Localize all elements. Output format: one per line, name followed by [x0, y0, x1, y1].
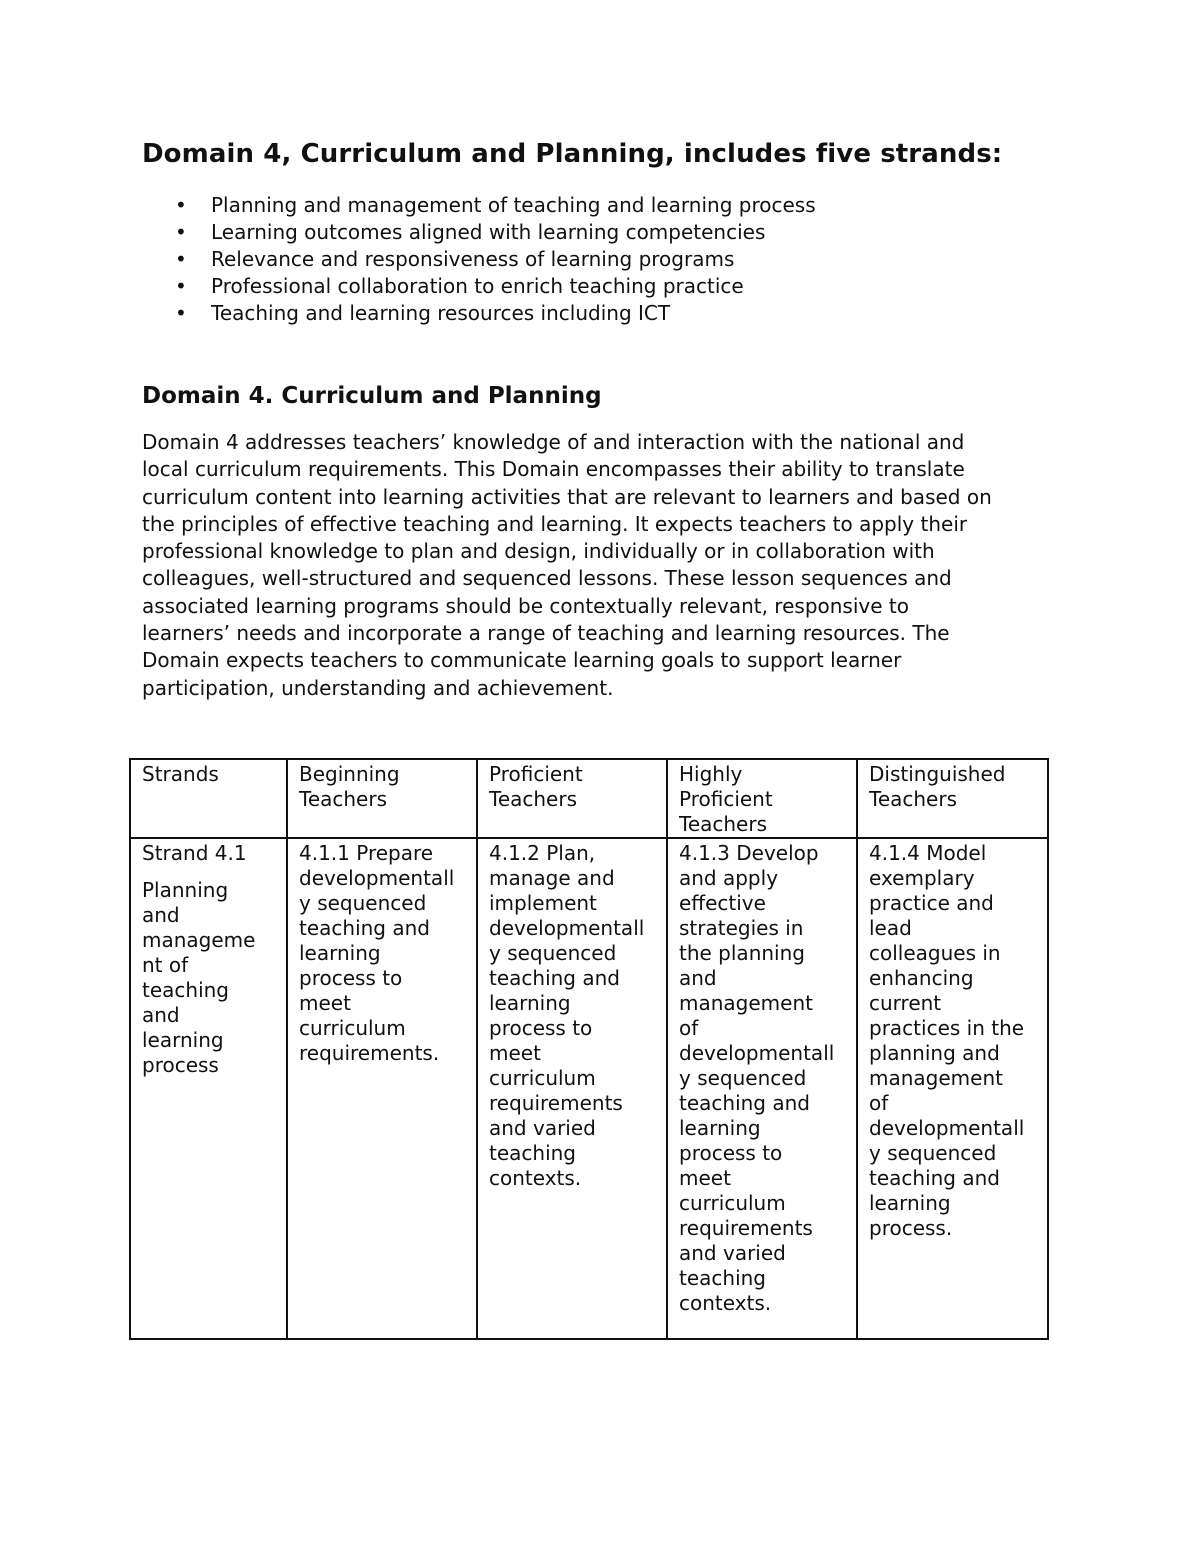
cell-text-line: lead — [869, 916, 912, 940]
cell-text-line: 4.1.2 Plan, — [489, 841, 596, 865]
description-line: the principles of effective teaching and learning. It expects teachers to apply their — [142, 511, 968, 536]
cell-text-line: process to — [299, 966, 403, 990]
cell-text-line: requirements — [679, 1216, 813, 1240]
cell-text-line: Highly — [679, 762, 743, 786]
strand-bullet-list — [142, 192, 816, 327]
domain-description — [142, 429, 1067, 702]
cell-text-line: effective — [679, 891, 766, 915]
cell-text-line: nt of — [142, 953, 189, 977]
cell-text-line: Teachers — [679, 812, 767, 836]
cell-text-line: meet — [679, 1166, 731, 1190]
description-line: colleagues, well-structured and sequenced lessons. These lesson sequences and — [142, 566, 952, 591]
cell-text-line: y sequenced — [299, 891, 427, 915]
table-header-row — [130, 759, 1048, 838]
list-item-text: Learning outcomes aligned with learning competencies — [211, 220, 766, 244]
highly-proficient-cell — [667, 838, 857, 1339]
cell-text-line: and — [679, 966, 717, 990]
cell-text-line: teaching — [679, 1266, 767, 1290]
main-heading: Domain 4, Curriculum and Planning, includes five strands: — [142, 139, 1003, 169]
list-item-text: Teaching and learning resources including ICT — [211, 301, 671, 325]
cell-text-line: teaching — [142, 978, 230, 1002]
bullet-icon: • — [175, 247, 187, 271]
header-cell-strands — [130, 759, 287, 838]
strand-id: Strand 4.1 — [142, 841, 247, 865]
cell-text-line: exemplary — [869, 866, 975, 890]
cell-text-line: requirements — [489, 1091, 623, 1115]
table-row — [130, 838, 1048, 1339]
cell-text-line: manageme — [142, 928, 256, 952]
list-item — [142, 300, 816, 327]
header-cell-proficient — [477, 759, 667, 838]
cell-text-line: process to — [489, 1016, 593, 1040]
description-line: local curriculum requirements. This Domain encompasses their ability to translate — [142, 457, 965, 482]
beginning-cell — [287, 838, 477, 1339]
cell-text-line: curriculum — [679, 1191, 786, 1215]
cell-text-line: and — [142, 1003, 180, 1027]
list-item-text: Relevance and responsiveness of learning programs — [211, 247, 735, 271]
cell-text-line: Proficient — [489, 762, 583, 786]
proficient-cell — [477, 838, 667, 1339]
list-item-text: Professional collaboration to enrich teaching practice — [211, 274, 744, 298]
cell-text-line: Teachers — [299, 787, 387, 811]
cell-text-line: learning — [679, 1116, 761, 1140]
cell-text-line: management — [679, 991, 813, 1015]
description-line: Domain 4 addresses teachers’ knowledge of and interaction with the national and — [142, 430, 965, 454]
cell-text-line: practices in the — [869, 1016, 1025, 1040]
description-line: Domain expects teachers to communicate learning goals to support learner — [142, 648, 902, 673]
list-item — [142, 219, 816, 246]
bullet-icon: • — [175, 301, 187, 325]
cell-text-line: contexts. — [489, 1166, 582, 1190]
cell-text-line: Teachers — [869, 787, 957, 811]
cell-text-line: and varied — [679, 1241, 786, 1265]
cell-text-line: meet — [299, 991, 351, 1015]
cell-text-line: learning — [142, 1028, 224, 1052]
cell-text-line: teaching and — [489, 966, 620, 990]
cell-text-line: enhancing — [869, 966, 974, 990]
description-line: learners’ needs and incorporate a range of teaching and learning resources. The — [142, 621, 950, 646]
cell-text-line: Planning — [142, 878, 229, 902]
cell-text-line: Strands — [142, 762, 219, 786]
header-cell-distinguished — [857, 759, 1048, 838]
cell-text-line: and apply — [679, 866, 779, 890]
cell-text-line: teaching — [489, 1141, 577, 1165]
list-item — [142, 192, 816, 219]
cell-text-line: y sequenced — [869, 1141, 997, 1165]
cell-text-line: practice and — [869, 891, 994, 915]
bullet-icon: • — [175, 193, 187, 217]
cell-text-line: teaching and — [299, 916, 430, 940]
section-heading: Domain 4. Curriculum and Planning — [142, 383, 602, 409]
cell-text-line: Proficient — [679, 787, 773, 811]
cell-text-line: developmentall — [869, 1116, 1025, 1140]
cell-text-line: y sequenced — [679, 1066, 807, 1090]
cell-text-line: Distinguished — [869, 762, 1006, 786]
cell-text-line: y sequenced — [489, 941, 617, 965]
header-cell-highly-proficient — [667, 759, 857, 838]
cell-text-line: developmentall — [489, 916, 645, 940]
cell-text-line: process to — [679, 1141, 783, 1165]
cell-text-line: process — [142, 1053, 219, 1077]
cell-text-line: current — [869, 991, 942, 1015]
list-item — [142, 273, 816, 300]
cell-text-line: process. — [869, 1216, 953, 1240]
cell-text-line: 4.1.4 Model — [869, 841, 987, 865]
description-line: professional knowledge to plan and design, individually or in collaboration with — [142, 539, 935, 564]
cell-text-line: developmentall — [299, 866, 455, 890]
distinguished-cell — [857, 838, 1048, 1339]
cell-text-line: and varied — [489, 1116, 596, 1140]
cell-text-line: developmentall — [679, 1041, 835, 1065]
cell-text-line: colleagues in — [869, 941, 1001, 965]
strand-cell — [130, 838, 287, 1339]
cell-text-line: of — [679, 1016, 699, 1040]
cell-text-line: and — [142, 903, 180, 927]
header-cell-beginning — [287, 759, 477, 838]
cell-text-line: teaching and — [869, 1166, 1000, 1190]
cell-text-line: planning and — [869, 1041, 1000, 1065]
cell-text-line: Teachers — [489, 787, 577, 811]
cell-text-line: the planning — [679, 941, 805, 965]
cell-text-line: manage and — [489, 866, 615, 890]
cell-spacer — [142, 866, 275, 878]
cell-text-line: management — [869, 1066, 1003, 1090]
cell-text-line: strategies in — [679, 916, 804, 940]
cell-text-line: curriculum — [299, 1016, 406, 1040]
cell-text-line: 4.1.1 Prepare — [299, 841, 434, 865]
list-item — [142, 246, 816, 273]
strand-name — [142, 878, 275, 1078]
description-line: participation, understanding and achievement. — [142, 675, 614, 700]
cell-text-line: implement — [489, 891, 597, 915]
cell-text-line: 4.1.3 Develop — [679, 841, 819, 865]
cell-text-line: meet — [489, 1041, 541, 1065]
cell-text-line: learning — [299, 941, 381, 965]
cell-text-line: learning — [489, 991, 571, 1015]
cell-text-line: requirements. — [299, 1041, 440, 1065]
cell-text-line: curriculum — [489, 1066, 596, 1090]
description-line: associated learning programs should be contextually relevant, responsive to — [142, 593, 909, 618]
rubric-table — [129, 758, 1049, 1340]
cell-text-line: of — [869, 1091, 889, 1115]
cell-text-line: contexts. — [679, 1291, 772, 1315]
list-item-text: Planning and management of teaching and learning process — [211, 193, 816, 217]
bullet-icon: • — [175, 274, 187, 298]
cell-text-line: Beginning — [299, 762, 400, 786]
cell-text-line: learning — [869, 1191, 951, 1215]
cell-text-line: teaching and — [679, 1091, 810, 1115]
description-line: curriculum content into learning activities that are relevant to learners and based on — [142, 484, 992, 509]
bullet-icon: • — [175, 220, 187, 244]
